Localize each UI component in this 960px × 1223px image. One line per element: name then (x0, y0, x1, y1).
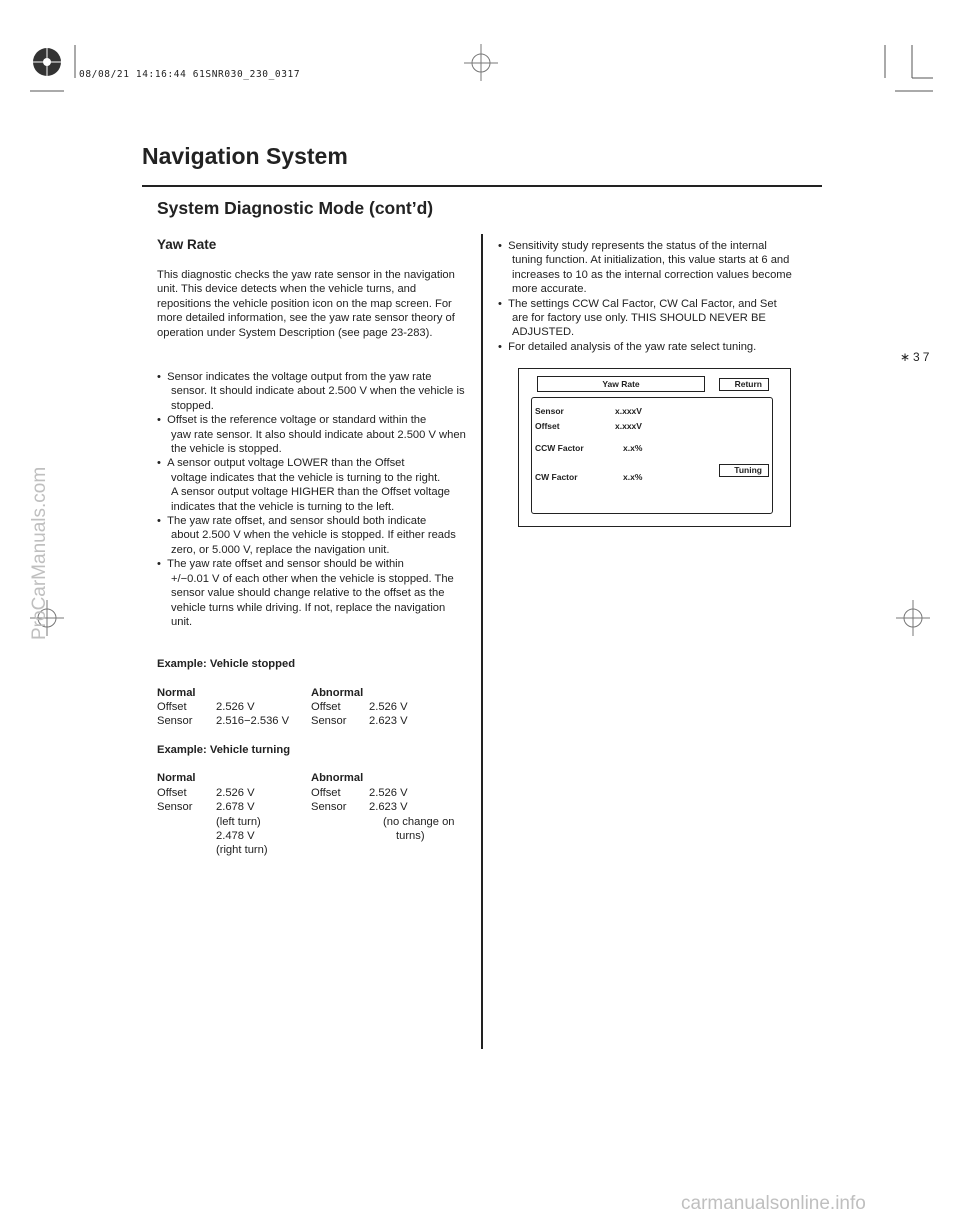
watermark-left: ProCarManuals.com (29, 466, 50, 640)
value: 2.526 V (369, 787, 408, 799)
ccw-factor-value: x.x% (623, 443, 643, 453)
normal-heading: Normal (157, 687, 196, 699)
note: (no change on (383, 816, 455, 828)
note: (left turn) (216, 816, 261, 828)
column-divider (481, 234, 483, 1049)
abnormal-heading: Abnormal (311, 687, 364, 699)
bullet-item: • The yaw rate offset and sensor should be within +/−0.01 V of each other when the vehicle is stopped. The sensor value should change relative to the offset as the vehicle turns while driving. If not, replace the navigation unit. (157, 558, 454, 628)
sensor-label: Sensor (311, 801, 347, 813)
note: (right turn) (216, 844, 268, 856)
abnormal-heading: Abnormal (311, 772, 364, 784)
note: turns) (396, 830, 425, 842)
value: 2.678 V (216, 801, 255, 813)
sensor-value: x.xxxV (615, 406, 642, 416)
intro-paragraph: This diagnostic checks the yaw rate sensor in the navigation unit. This device detects when the vehicle turns, and repositions the vehicle position icon on the map screen. For more detailed information, see the yaw rate sensor theory of operation under System Description (see page 23-283). (157, 269, 455, 339)
page-title: Navigation System (142, 143, 348, 169)
example-stopped-title: Example: Vehicle stopped (157, 658, 296, 670)
screen-title: Yaw Rate (537, 376, 705, 392)
section-title: System Diagnostic Mode (cont’d) (157, 198, 434, 218)
cw-factor-label: CW Factor (535, 472, 578, 482)
offset-value: x.xxxV (615, 421, 642, 431)
screen-panel (531, 397, 773, 514)
return-button[interactable]: Return (719, 378, 769, 391)
value: 2.478 V (216, 830, 255, 842)
bullet-item: • Sensitivity study represents the status of the internal tuning function. At initialization, this value starts at 6 and increases to 10 as the internal correction values become more accurate. (498, 240, 792, 296)
example-turning-title: Example: Vehicle turning (157, 744, 291, 756)
ccw-factor-label: CCW Factor (535, 443, 584, 453)
bullet-item: • Sensor indicates the voltage output from the yaw rate sensor. It should indicate about 2.500 V when the vehicle is stopped. (157, 371, 465, 412)
value: 2.516−2.536 V (216, 715, 290, 727)
offset-label: Offset (157, 701, 187, 713)
topic-title: Yaw Rate (157, 237, 217, 252)
offset-label: Offset (311, 787, 341, 799)
value: 2.526 V (216, 787, 255, 799)
examples-block (157, 657, 477, 867)
sensor-label: Sensor (157, 801, 193, 813)
offset-label: Offset (157, 787, 187, 799)
bullet-item: • A sensor output voltage LOWER than the Offset voltage indicates that the vehicle is turning to the right. A sensor output voltage HIGHER than the Offset voltage indicates that the vehicle is turning to the left. (157, 457, 451, 513)
tuning-button[interactable]: Tuning (719, 464, 769, 477)
bullet-item: • For detailed analysis of the yaw rate select tuning. (498, 340, 757, 353)
cw-factor-value: x.x% (623, 472, 643, 482)
value: 2.526 V (216, 701, 255, 713)
bullet-item: • The settings CCW Cal Factor, CW Cal Factor, and Set are for factory use only. THIS SHOULD NEVER BE ADJUSTED. (498, 297, 777, 339)
value: 2.623 V (369, 715, 408, 727)
normal-heading: Normal (157, 772, 196, 784)
offset-label: Offset (311, 701, 341, 713)
value: 2.526 V (369, 701, 408, 713)
right-bullet-list (498, 239, 806, 354)
bullet-item: • The yaw rate offset, and sensor should both indicate about 2.500 V when the vehicle is stopped. If either reads zero, or 5.000 V, replace the navigation unit. (157, 515, 456, 556)
page-reference: ∗37 (900, 350, 933, 364)
print-timestamp: 08/08/21 14:16:44 61SNR030_230_0317 (79, 69, 301, 80)
sensor-label: Sensor (311, 715, 347, 727)
bullet-item: • Offset is the reference voltage or standard within the yaw rate sensor. It also should indicate about 2.500 V when the vehicle is stopped. (157, 414, 466, 456)
value: 2.623 V (369, 801, 408, 813)
sensor-label: Sensor (535, 406, 564, 416)
watermark-bottom: carmanualsonline.info (681, 1193, 866, 1214)
offset-label: Offset (535, 421, 560, 431)
title-rule (142, 185, 822, 187)
left-bullet-list (157, 370, 469, 629)
sensor-label: Sensor (157, 715, 193, 727)
